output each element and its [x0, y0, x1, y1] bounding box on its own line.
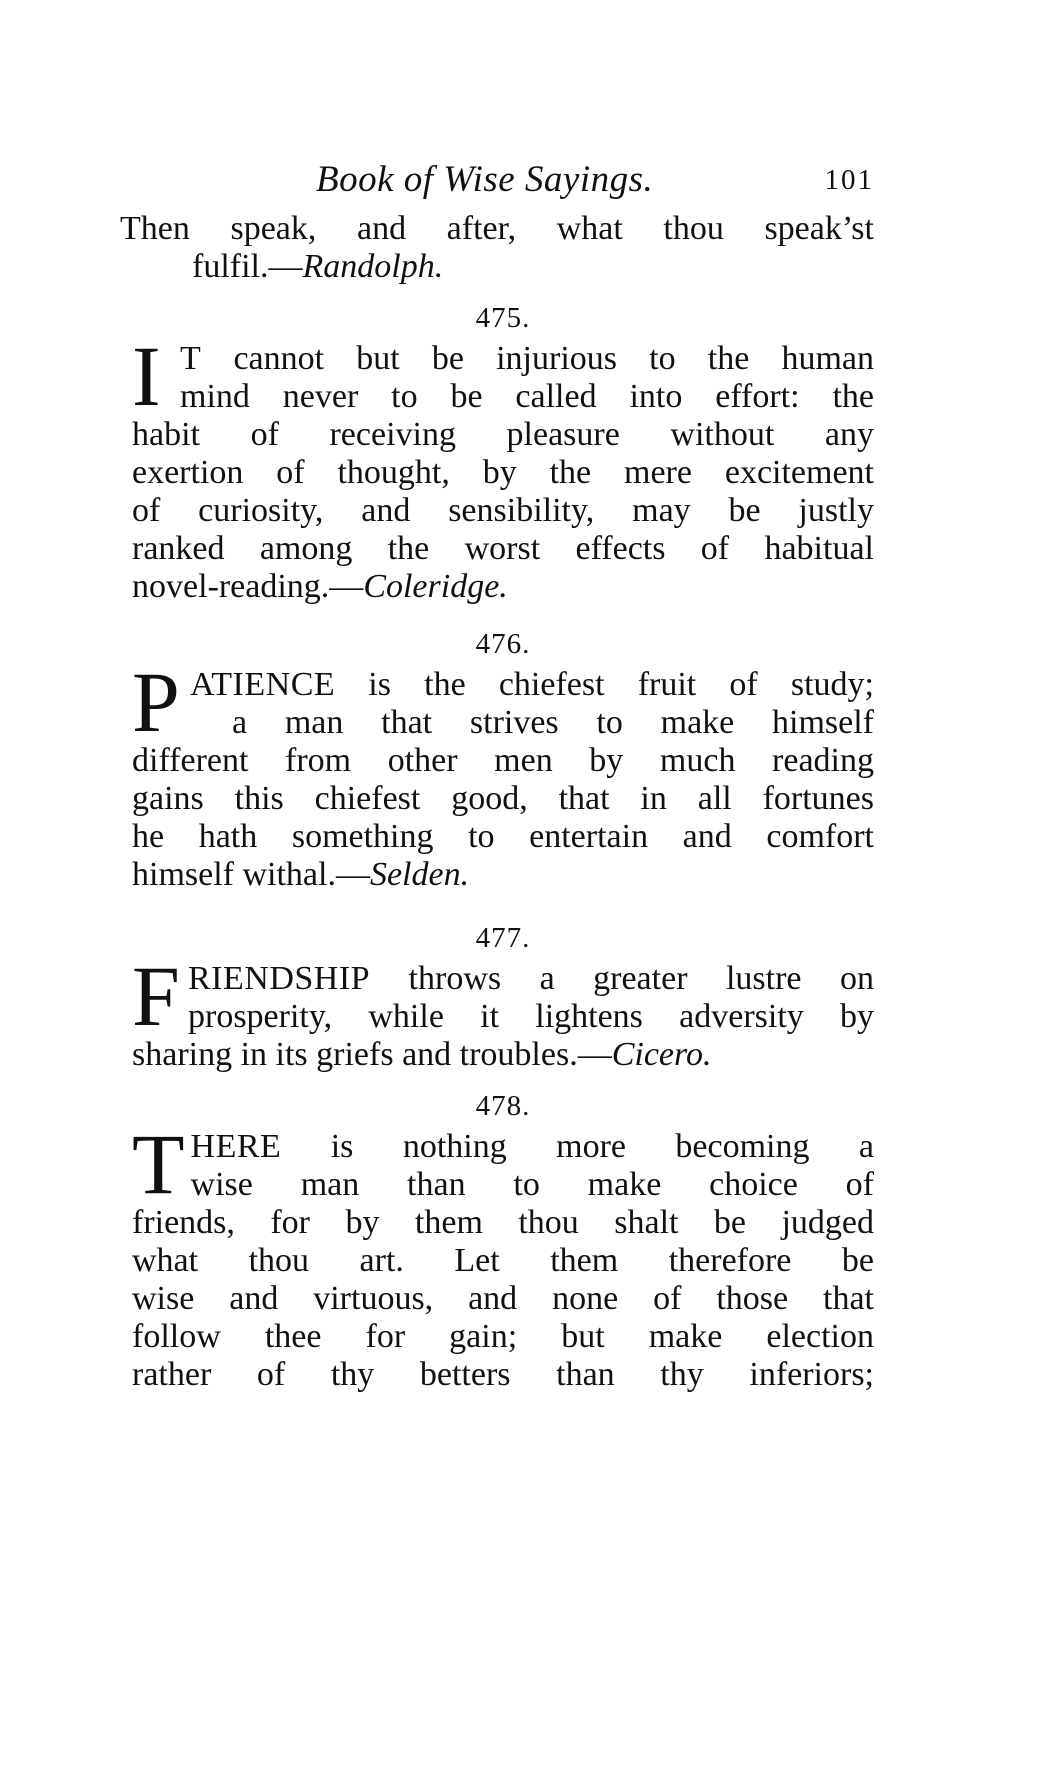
saying-475 [132, 300, 874, 606]
line-text: is nothing more becoming a [281, 1128, 874, 1165]
attribution-randolph: Randolph. [302, 248, 444, 285]
text-line: follow thee for gain; but make election [132, 1318, 874, 1355]
text-line: friends, for by them thou shalt be judged [132, 1204, 874, 1241]
text-line: what thou art. Let them therefore be [132, 1242, 874, 1279]
saying-number: 476. [475, 628, 531, 660]
saying-477 [132, 920, 874, 1074]
saying-476 [132, 626, 874, 894]
drop-cap: T [132, 1116, 185, 1212]
saying-text [132, 1116, 874, 1394]
saying-text [132, 948, 874, 1074]
saying-number: 475. [475, 302, 531, 334]
text-line: habit of receiving pleasure without any [132, 416, 874, 453]
text-line [190, 666, 874, 704]
drop-cap: I [132, 328, 161, 424]
text-line: prosperity, while it lightens adversity by [188, 998, 874, 1035]
line-text: novel-reading.— [132, 568, 364, 605]
text-line: Then speak, and after, what thou speak’st [120, 210, 874, 247]
text-line [132, 1036, 874, 1074]
running-head [132, 150, 874, 210]
drop-cap: P [132, 654, 180, 750]
line-text: sharing in its griefs and troubles.— [132, 1036, 612, 1073]
text-line [180, 340, 874, 378]
text-line [190, 1128, 874, 1166]
attribution-coleridge: Coleridge. [363, 568, 508, 605]
small-caps-lead: RIENDSHIP [188, 960, 371, 997]
saying-text [132, 328, 874, 606]
attribution-cicero: Cicero. [611, 1036, 712, 1073]
text-line: ranked among the worst effects of habitual [132, 530, 874, 567]
text-line: of curiosity, and sensibility, may be justly [132, 492, 874, 529]
text-line [132, 856, 874, 894]
small-caps-lead: T [180, 340, 202, 377]
attribution-selden: Selden. [369, 856, 470, 893]
page-number: 101 [824, 164, 874, 196]
running-title: Book of Wise Sayings. [316, 159, 654, 200]
line-text: is the chiefest fruit of study; [335, 666, 874, 703]
text-line: mind never to be called into effort: the [180, 378, 874, 415]
small-caps-lead: HERE [190, 1128, 282, 1165]
continued-quotation [120, 210, 874, 286]
line-text: throws a greater lustre on [370, 960, 874, 997]
book-page [120, 150, 874, 1394]
text-line: wise and virtuous, and none of those that [132, 1280, 874, 1317]
saying-478 [132, 1088, 874, 1394]
text-line: he hath something to entertain and comfort [132, 818, 874, 855]
text-line: different from other men by much reading [132, 742, 874, 779]
saying-number: 477. [475, 922, 531, 954]
text-line: exertion of thought, by the mere excitement [132, 454, 874, 491]
text-line-attribution [132, 248, 874, 286]
text-line [132, 568, 874, 606]
line-text: cannot but be injurious to the human [201, 340, 874, 377]
text-line: rather of thy betters than thy inferiors; [132, 1356, 874, 1393]
text-line: gains this chiefest good, that in all fortunes [132, 780, 874, 817]
saying-number: 478. [475, 1090, 531, 1122]
quotation-end: fulfil.— [192, 248, 303, 285]
text-line: wise man than to make choice of [190, 1166, 874, 1203]
saying-text [132, 654, 874, 894]
text-line [188, 960, 874, 998]
line-text: himself withal.— [132, 856, 370, 893]
small-caps-lead: ATIENCE [190, 666, 336, 703]
drop-cap: F [132, 948, 180, 1044]
text-line: a man that strives to make himself [232, 704, 874, 741]
